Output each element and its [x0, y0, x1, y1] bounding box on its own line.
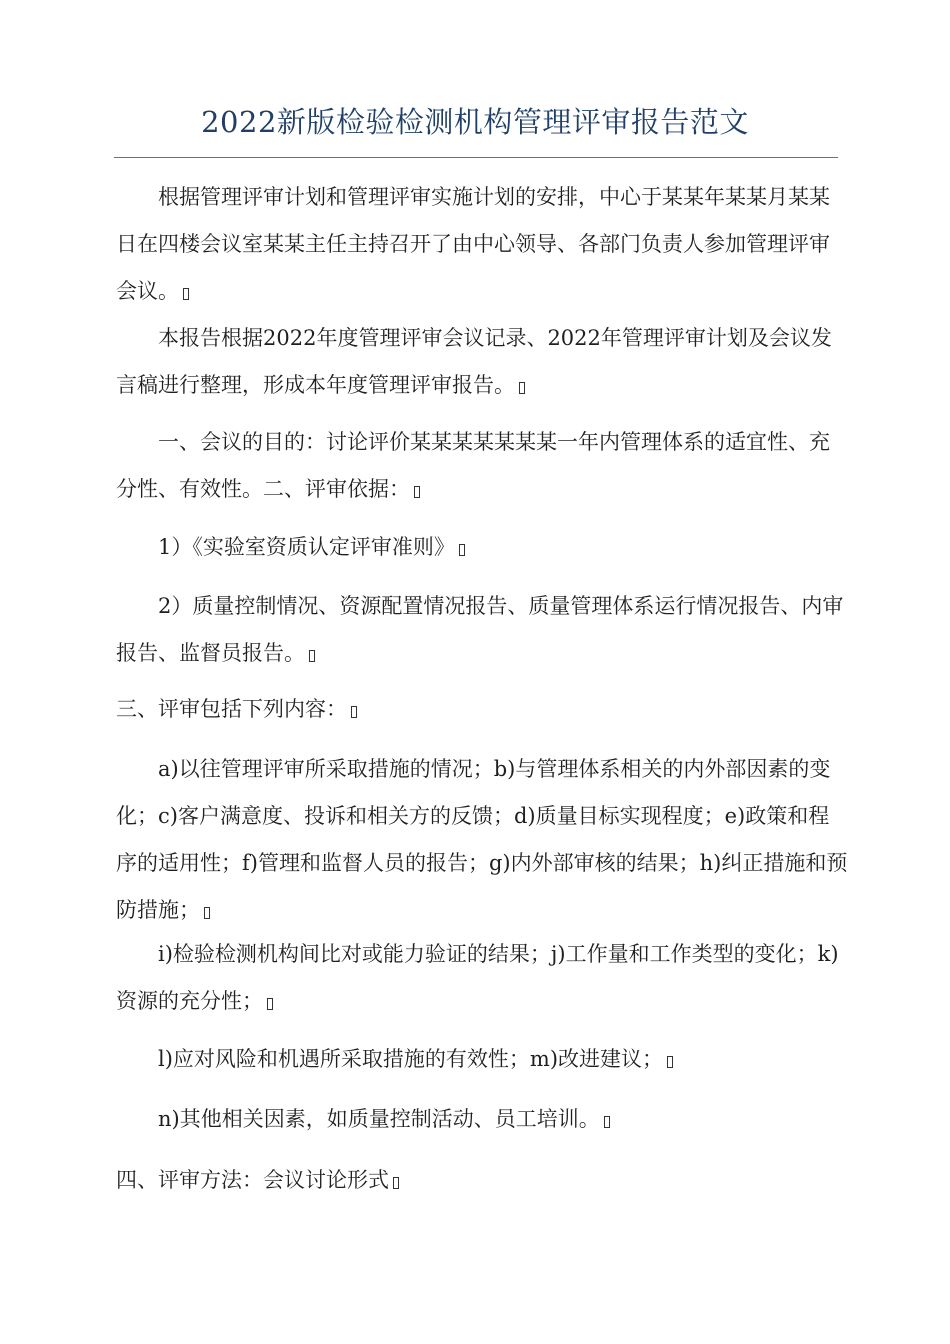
paragraph-text: 四、评审方法：会议讨论形式	[116, 1168, 389, 1192]
paragraph-text: l)应对风险和机遇所采取措施的有效性；m)改进建议；	[158, 1047, 664, 1071]
paragraph-text: 一、会议的目的：讨论评价某某某某某某某一年内管理体系的适宜性、充分性、有效性。二、评审依据：	[116, 430, 830, 501]
paragraph-mark-icon	[267, 998, 273, 1010]
paragraph-text: a)以往管理评审所采取措施的情况；b)与管理体系相关的内外部因素的变化；c)客户满意度、投诉和相关方的反馈；d)质量目标实现程度；e)政策和程序的适用性；f)管理和监督人员的报告；g)内外部审核的结果；h)纠正措施和预防措施；	[116, 757, 848, 922]
paragraph-review-items-n	[116, 1096, 848, 1143]
paragraph-section-four	[116, 1157, 848, 1204]
paragraph-basis-item-1	[116, 524, 848, 571]
paragraph-review-items-a-h	[116, 746, 848, 934]
paragraph-purpose	[116, 419, 848, 513]
paragraph-mark-icon	[459, 544, 465, 556]
paragraph-mark-icon	[414, 486, 420, 498]
paragraph-report-basis	[116, 315, 848, 409]
paragraph-review-items-i-k	[116, 931, 848, 1025]
paragraph-mark-icon	[351, 706, 357, 718]
document-title: 2022新版检验检测机构管理评审报告范文	[201, 105, 749, 139]
paragraph-text: i)检验检测机构间比对或能力验证的结果；j)工作量和工作类型的变化；k)资源的充分性；	[116, 942, 839, 1013]
paragraph-basis-item-2	[116, 583, 848, 677]
paragraph-mark-icon	[183, 288, 189, 300]
paragraph-meeting-intro	[116, 174, 848, 315]
paragraph-text: 2）质量控制情况、资源配置情况报告、质量管理体系运行情况报告、内审报告、监督员报告。	[116, 594, 844, 665]
paragraph-mark-icon	[393, 1177, 399, 1189]
paragraph-text: 本报告根据2022年度管理评审会议记录、2022年管理评审计划及会议发言稿进行整理，形成本年度管理评审报告。	[116, 326, 832, 397]
paragraph-mark-icon	[667, 1056, 673, 1068]
paragraph-mark-icon	[309, 650, 315, 662]
paragraph-mark-icon	[204, 907, 210, 919]
paragraph-mark-icon	[519, 382, 525, 394]
paragraph-section-three	[116, 686, 848, 733]
title-divider	[114, 157, 838, 158]
paragraph-review-items-l-m	[116, 1036, 848, 1083]
paragraph-text: 三、评审包括下列内容：	[116, 697, 347, 721]
paragraph-text: 1）《实验室资质认定评审准则》	[158, 535, 455, 559]
paragraph-text: 根据管理评审计划和管理评审实施计划的安排，中心于某某年某某月某某日在四楼会议室某某主任主持召开了由中心领导、各部门负责人参加管理评审会议。	[116, 185, 830, 303]
paragraph-mark-icon	[604, 1116, 610, 1128]
paragraph-text: n)其他相关因素，如质量控制活动、员工培训。	[158, 1107, 600, 1131]
